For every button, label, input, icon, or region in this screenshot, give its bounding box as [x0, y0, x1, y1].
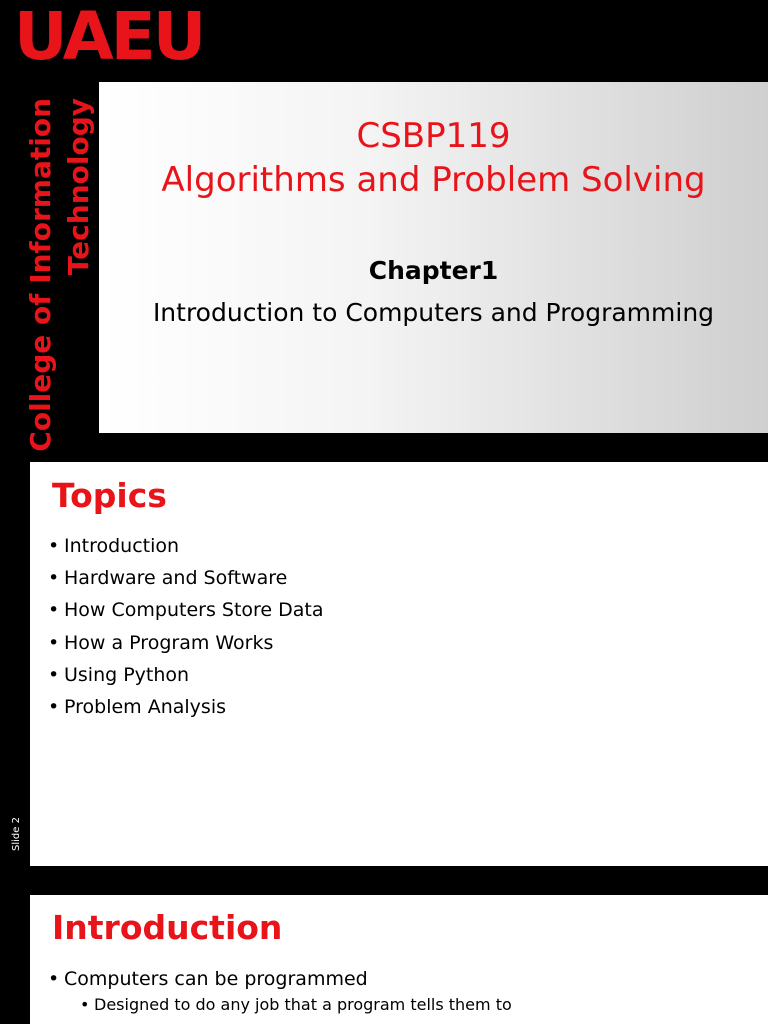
list-item: • Hardware and Software: [48, 562, 324, 594]
list-item: • How a Program Works: [48, 627, 324, 659]
uaeu-logo: UAEU: [14, 0, 204, 75]
list-item: • Problem Analysis: [48, 691, 324, 723]
introduction-slide: [30, 895, 768, 1024]
chapter-title: Introduction to Computers and Programming: [152, 298, 715, 327]
topics-list: [48, 530, 324, 723]
course-name: Algorithms and Problem Solving: [161, 160, 706, 200]
chapter-number: Chapter1: [368, 256, 499, 285]
sub-list-item: • Designed to do any job that a program tells them to: [80, 994, 512, 1016]
slide-number: [7, 812, 27, 862]
slide-number-label: Slide 2: [11, 817, 22, 851]
introduction-heading: Introduction: [52, 908, 283, 947]
course-code: CSBP119: [356, 116, 511, 156]
title-slide: [99, 82, 768, 433]
topics-slide: [30, 462, 768, 866]
list-item: • How Computers Store Data: [48, 594, 324, 626]
introduction-list: [48, 963, 368, 995]
list-item: • Using Python: [48, 659, 324, 691]
list-item: • Introduction: [48, 530, 324, 562]
topics-heading: Topics: [52, 476, 167, 515]
college-label: College of Information Technology: [24, 98, 95, 452]
list-item: • Computers can be programmed: [48, 963, 368, 995]
